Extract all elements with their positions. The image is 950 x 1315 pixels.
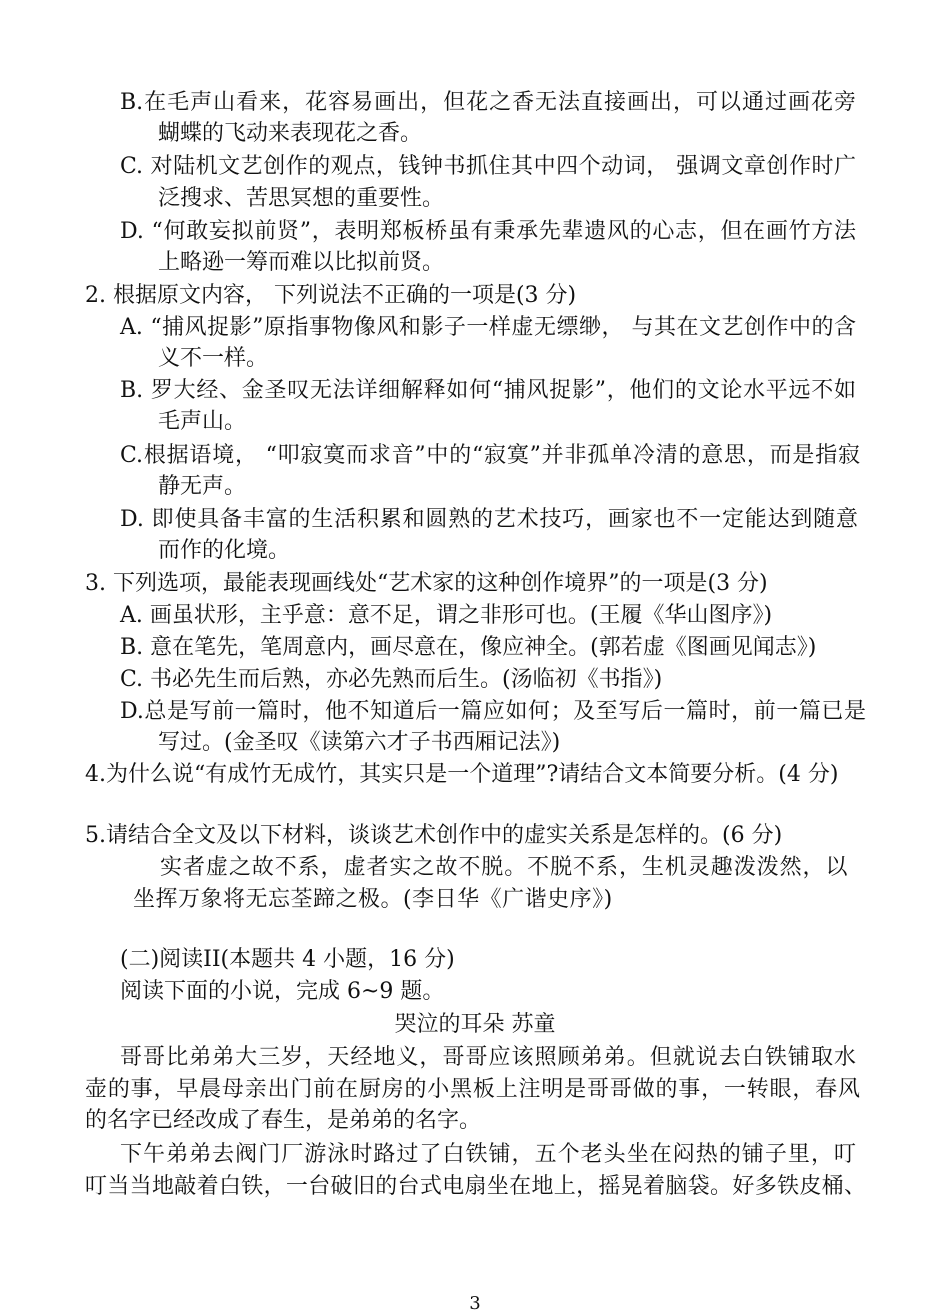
story-p2-line-1: 下午弟弟去阀门厂游泳时路过了白铁铺，五个老头坐在闷热的铺子里，叮 [120,1142,856,1167]
q2-option-a-line-2: 义不一样。 [158,346,269,371]
q4-stem: 4.为什么说“有成竹无成竹，其实只是一个道理”?请结合文本简要分析。(4 分) [85,762,839,787]
q2-option-c-line-2: 静无声。 [158,474,247,499]
q3-option-d-line-2: 写过。(金圣叹《读第六才子书西厢记法》) [158,730,561,755]
q5-material-line-1: 实者虚之故不系，虚者实之故不脱。不脱不系，生机灵趣泼泼然，以 [160,855,848,880]
q3-stem: 3. 下列选项，最能表现画线处“艺术家的这种创作境界”的一项是(3 分) [85,571,768,596]
q5-material-line-2: 坐挥万象将无忘荃蹄之极。(李日华《广谐史序》) [133,887,613,912]
story-p1-line-1: 哥哥比弟弟大三岁，天经地义，哥哥应该照顾弟弟。但就说去白铁铺取水 [120,1045,856,1070]
story-title: 哭泣的耳朵 苏童 [394,1012,556,1037]
q3-option-b: B. 意在笔先，笔周意内，画尽意在，像应神全。(郭若虚《图画见闻志》) [120,635,817,660]
story-p2-line-2: 叮当当地敲着白铁，一台破旧的台式电扇坐在地上，摇晃着脑袋。好多铁皮桶、 [85,1174,866,1199]
q5-stem: 5.请结合全文及以下材料，谈谈艺术创作中的虚实关系是怎样的。(6 分) [85,823,783,848]
q2-stem: 2. 根据原文内容， 下列说法不正确的一项是(3 分) [85,283,577,308]
story-p1-line-3: 的名字已经改成了春生，是弟弟的名字。 [85,1108,482,1133]
q1-option-d-line-1: D. “何敢妄拟前贤”，表明郑板桥虽有秉承先辈遗风的心志，但在画竹方法 [120,219,856,244]
q1-option-c-line-2: 泛搜求、苦思冥想的重要性。 [158,186,445,211]
section-2-instruction: 阅读下面的小说，完成 6~9 题。 [120,979,445,1004]
story-p1-line-2: 壶的事，早晨母亲出门前在厨房的小黑板上注明是哥哥做的事，一转眼，春风 [85,1077,860,1102]
q2-option-c-line-1: C.根据语境， “叩寂寞而求音”中的“寂寞”并非孤单冷清的意思，而是指寂 [120,443,860,468]
q2-option-b-line-2: 毛声山。 [158,409,247,434]
q2-option-d-line-2: 而作的化境。 [158,538,291,563]
q1-option-d-line-2: 上略逊一筹而难以比拟前贤。 [158,250,445,275]
page-number: 3 [469,1293,481,1314]
q2-option-a-line-1: A. “捕风捉影”原指事物像风和影子一样虚无缥缈， 与其在文艺创作中的含 [120,315,856,340]
q1-option-c-line-1: C. 对陆机文艺创作的观点，钱钟书抓住其中四个动词， 强调文章创作时广 [120,154,856,179]
q3-option-d-line-1: D.总是写前一篇时，他不知道后一篇应如何；及至写后一篇时，前一篇已是 [120,699,866,724]
section-2-heading: (二)阅读II(本题共 4 小题，16 分) [120,947,455,972]
q1-option-b-line-2: 蝴蝶的飞动来表现花之香。 [158,121,423,146]
q2-option-d-line-1: D. 即使具备丰富的生活积累和圆熟的艺术技巧，画家也不一定能达到随意 [120,507,858,532]
q1-option-b-line-1: B.在毛声山看来，花容易画出，但花之香无法直接画出，可以通过画花旁 [120,90,856,115]
q3-option-a: A. 画虽状形，主乎意：意不足，谓之非形可也。(王履《华山图序》) [120,603,773,628]
q2-option-b-line-1: B. 罗大经、金圣叹无法详细解释如何“捕风捉影”，他们的文论水平远不如 [120,378,856,403]
q3-option-c: C. 书必先生而后熟，亦必先熟而后生。(汤临初《书指》) [120,667,663,692]
